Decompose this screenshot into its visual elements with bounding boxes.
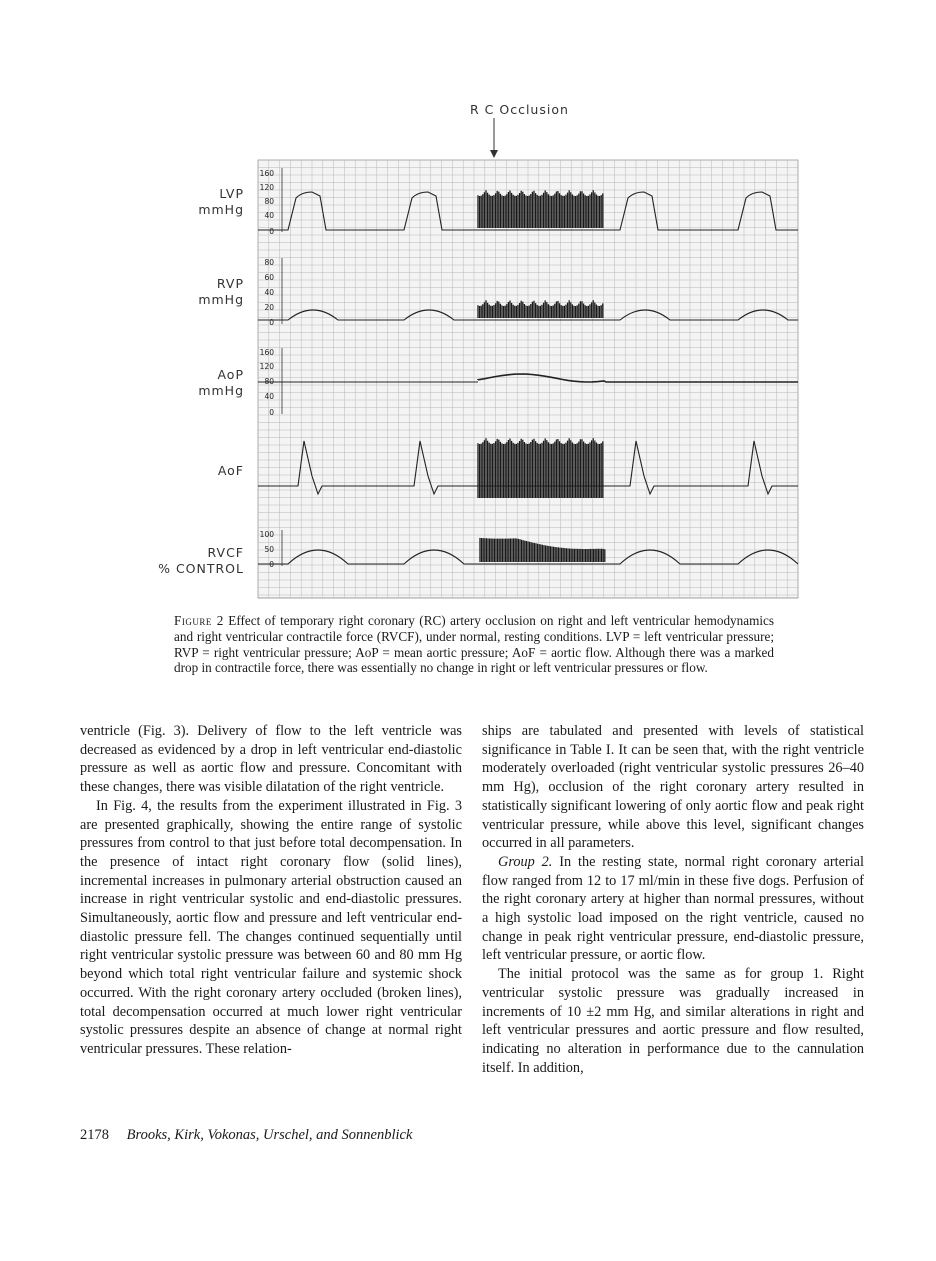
trace-name: AoP bbox=[217, 367, 244, 382]
tick-label: 120 bbox=[259, 362, 274, 371]
text-column-left bbox=[80, 722, 462, 1059]
figure-number: Figure 2 bbox=[174, 613, 224, 628]
trace-unit: % CONTROL bbox=[158, 561, 244, 576]
trace-unit: mmHg bbox=[198, 292, 244, 307]
trace-unit: mmHg bbox=[198, 383, 244, 398]
paragraph: The initial protocol was the same as for group 1. Right ventricular systolic pressure was gradually increased in increments of 10 ±2 mm Hg, and similar alterations in right and left ventricular pressures and aortic pressure and flow resulted, indicating no alteration in performance due to the cannulation itself. In addition, bbox=[482, 966, 864, 1076]
page-footer bbox=[80, 1127, 412, 1144]
trace-label-lvp bbox=[198, 186, 244, 218]
figure-2-recording bbox=[0, 0, 936, 610]
caption-text: Effect of temporary right coronary (RC) artery occlusion on right and left ventricular hemodynamics and right ventricular contractile force (RVCF), under normal, resting conditions. LVP = left ventricular pressure; RVP = right ventricular pressure; AoP = mean aortic pressure; AoF = aortic flow. Although there was a marked drop in contractile force, there was essentially no change in right or left ventricular pressures or flow. bbox=[174, 613, 774, 676]
tick-label: 80 bbox=[264, 258, 274, 267]
tick-label: 120 bbox=[259, 183, 274, 192]
trace-label-aof bbox=[218, 463, 244, 479]
tick-label: 20 bbox=[264, 303, 274, 312]
tick-label: 40 bbox=[264, 288, 274, 297]
paragraph: In Fig. 4, the results from the experiment illustrated in Fig. 3 are presented graphically, showing the entire range of systolic pressures from control to that just before total decompensation. In the presence of intact right coronary flow (solid lines), incremental increases in pulmonary arterial obstruction caused an increase in right ventricular systolic and end-diastolic pressures. Simultaneously, aortic flow and pressure and left ventricular end-diastolic pressure fell. The changes continued sequentially until right ventricular systolic pressure was between 60 and 80 mm Hg beyond which total right ventricular failure and systemic shock occurred. With the right coronary artery occluded (broken lines), total decompensation occurred at much lower right ventricular systolic pressures despite an absence of change at normal right ventricular pressures. These relation- bbox=[80, 797, 462, 1057]
trace-name: RVP bbox=[216, 276, 244, 291]
tick-label: 0 bbox=[269, 227, 274, 236]
paragraph-group-2 bbox=[482, 853, 864, 965]
tick-label: 50 bbox=[264, 545, 274, 554]
figure-caption bbox=[174, 613, 774, 676]
tick-label: 160 bbox=[259, 348, 274, 357]
trace-unit: mmHg bbox=[198, 202, 244, 217]
tick-label: 80 bbox=[264, 197, 274, 206]
occlusion-arrow-head bbox=[490, 150, 498, 158]
tick-label: 160 bbox=[259, 169, 274, 178]
aof-occlusion-burst bbox=[478, 438, 603, 498]
tick-label: 80 bbox=[264, 377, 274, 386]
tick-label: 60 bbox=[264, 273, 274, 282]
trace-label-rvp bbox=[198, 276, 244, 308]
page-number: 2178 bbox=[80, 1127, 109, 1143]
trace-name: LVP bbox=[219, 186, 244, 201]
text-column-right bbox=[482, 722, 864, 1077]
occlusion-annotation: R C Occlusion bbox=[470, 102, 569, 117]
paragraph: ventricle (Fig. 3). Delivery of flow to the left ventricle was decreased as evidenced by a drop in left ventricular end-diastolic pressure as well as aortic flow and pressure. Concomitant with these changes, there was visible dilatation of the right ventricle. bbox=[80, 723, 462, 796]
trace-name: RVCF bbox=[207, 545, 244, 560]
running-authors: Brooks, Kirk, Vokonas, Urschel, and Sonnenblick bbox=[126, 1127, 413, 1143]
tick-label: 0 bbox=[269, 408, 274, 417]
tick-label: 100 bbox=[259, 530, 274, 539]
trace-name: AoF bbox=[217, 463, 244, 478]
tick-label: 0 bbox=[269, 318, 274, 327]
tick-label: 0 bbox=[269, 560, 274, 569]
tick-label: 40 bbox=[264, 211, 274, 220]
trace-label-rvcf bbox=[158, 545, 244, 577]
tick-label: 40 bbox=[264, 392, 274, 401]
paragraph-text: In the resting state, normal right coronary arterial flow ranged from 12 to 17 ml/min in these five dogs. Perfusion of the right coronary artery at higher than normal pressures, without a high systolic load imposed on the right ventricle, caused no change in peak right ventricular pressure, end-diastolic pressure, left ventricular pressure, or aortic flow. bbox=[482, 853, 864, 964]
group-heading: Group 2. bbox=[498, 853, 553, 870]
trace-label-aop bbox=[198, 367, 244, 399]
paragraph: ships are tabulated and presented with levels of statistical significance in Table I. It can be seen that, with the right ventricle moderately overloaded (right ventricular systolic pressures 26–40 mm Hg), occlusion of the right coronary artery resulted in statistically significant lowering of only aortic flow and peak right ventricular pressure, while above this level, significant changes occurred in all parameters. bbox=[482, 723, 864, 852]
